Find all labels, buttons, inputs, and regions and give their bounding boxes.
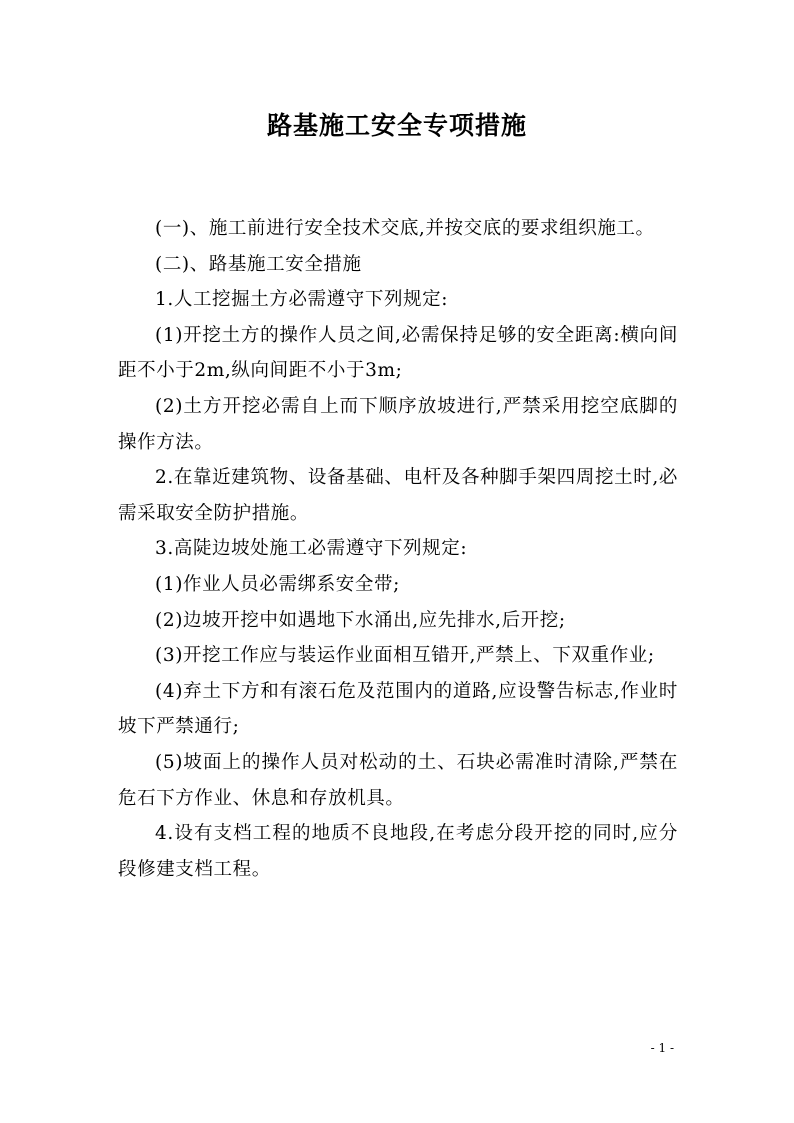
paragraph: 1.人工挖掘土方必需遵守下列规定: <box>155 289 449 311</box>
document-body <box>118 211 678 887</box>
page-number: - 1 - <box>650 1041 674 1055</box>
paragraph: (二)、路基施工安全措施 <box>155 253 362 275</box>
paragraph: (2)土方开挖必需自上而下顺序放坡进行,严禁采用挖空底脚的操作方法。 <box>118 395 678 453</box>
paragraph: (4)弃土下方和有滚石危及范围内的道路,应设警告标志,作业时坡下严禁通行; <box>118 680 678 738</box>
paragraph: 3.高陡边坡处施工必需遵守下列规定: <box>155 538 468 560</box>
paragraph: (一)、施工前进行安全技术交底,并按交底的要求组织施工。 <box>155 218 655 239</box>
paragraph: (1)开挖土方的操作人员之间,必需保持足够的安全距离:横向间距不小于2m,纵向间距不小于3m; <box>118 324 678 382</box>
paragraph: (1)作业人员必需绑系安全带; <box>155 573 400 595</box>
document-title: 路基施工安全专项措施 <box>266 111 527 140</box>
paragraph: 2.在靠近建筑物、设备基础、电杆及各种脚手架四周挖土时,必需采取安全防护措施。 <box>118 467 678 524</box>
paragraph: (5)坡面上的操作人员对松动的土、石块必需准时清除,严禁在危石下方作业、休息和存放机具。 <box>118 751 678 809</box>
paragraph: (3)开挖工作应与装运作业面相互错开,严禁上、下双重作业; <box>155 645 655 667</box>
paragraph: (2)边坡开挖中如遇地下水涌出,应先排水,后开挖; <box>155 609 566 631</box>
paragraph: 4.设有支档工程的地质不良地段,在考虑分段开挖的同时,应分段修建支档工程。 <box>118 823 678 880</box>
